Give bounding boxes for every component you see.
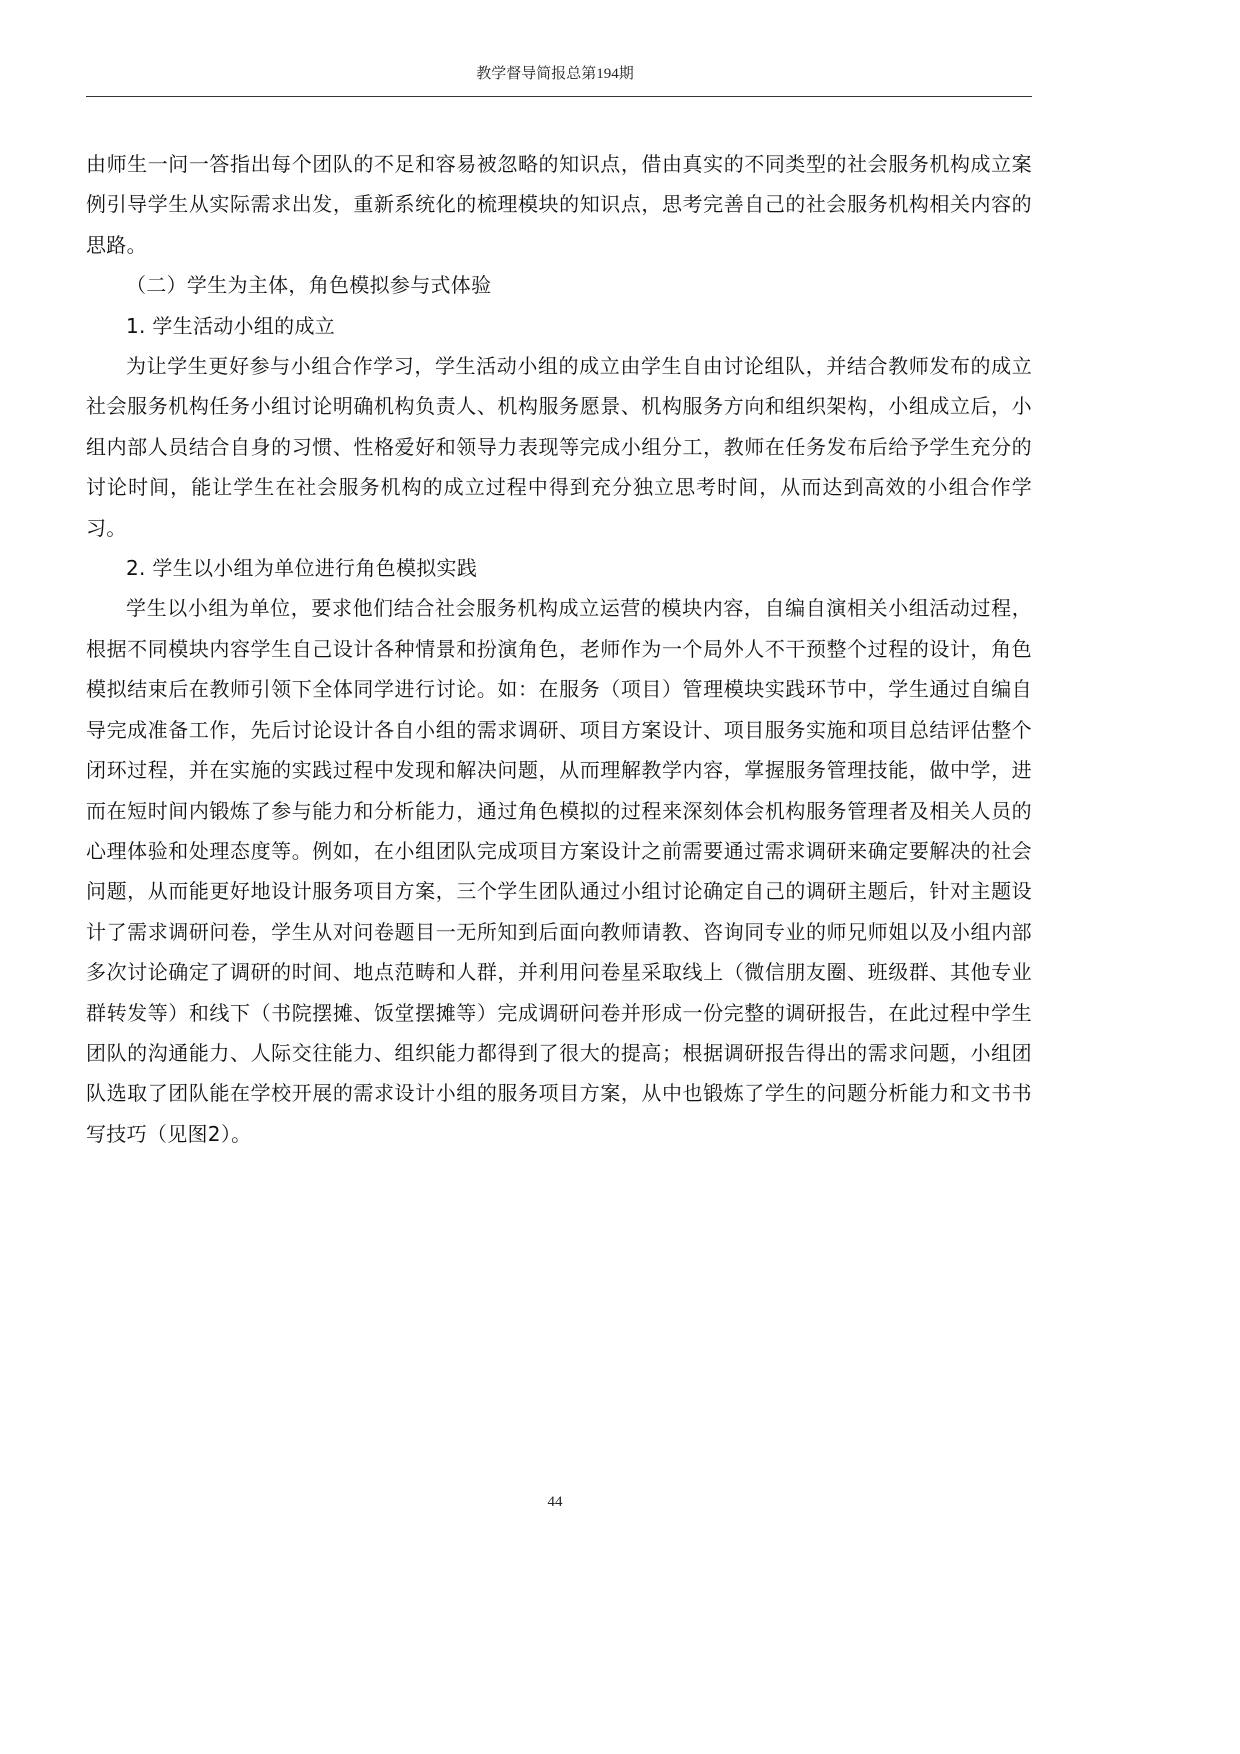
section-heading-2: （二）学生为主体，角色模拟参与式体验 <box>126 273 492 298</box>
article-body <box>86 144 1032 1154</box>
subsection-heading-1: 1. 学生活动小组的成立 <box>126 313 336 338</box>
paragraph-role-simulation: 学生以小组为单位，要求他们结合社会服务机构成立运营的模块内容，自编自演相关小组活动过程，根据不同模块内容学生自己设计各种情景和扮演角色，老师作为一个局外人不干预整个过程的设计，角色模拟结束后在教师引领下全体同学进行讨论。如：在服务（项目）管理模块实践环节中，学生通过自编自导完成准备工作，先后讨论设计各自小组的需求调研、项目方案设计、项目服务实施和项目总结评估整个闭环过程，并在实施的实践过程中发现和解决问题，从而理解教学内容，掌握服务管理技能，做中学，进而在短时间内锻炼了参与能力和分析能力，通过角色模拟的过程来深刻体会机构服务管理者及相关人员的心理体验和处理态度等。例如，在小组团队完成项目方案设计之前需要通过需求调研来确定要解决的社会问题，从而能更好地设计服务项目方案，三个学生团队通过小组讨论确定自己的调研主题后，针对主题设计了需求调研问卷，学生从对问卷题目一无所知到后面向教师请教、咨询同专业的师兄师姐以及小组内部多次讨论确定了调研的时间、地点范畴和人群，并利用问卷星采取线上（微信朋友圈、班级群、其他专业群转发等）和线下（书院摆摊、饭堂摆摊等）完成调研问卷并形成一份完整的调研报告，在此过程中学生团队的沟通能力、人际交往能力、组织能力都得到了很大的提高；根据调研报告得出的需求问题，小组团队选取了团队能在学校开展的需求设计小组的服务项目方案，从中也锻炼了学生的问题分析能力和文书书写技巧（见图2）。 <box>86 596 1032 1146</box>
running-header: 教学督导简报总第194期 <box>476 66 634 82</box>
header-divider <box>86 96 1032 97</box>
paragraph-continued: 由师生一问一答指出每个团队的不足和容易被忽略的知识点，借由真实的不同类型的社会服务机构成立案例引导学生从实际需求出发，重新系统化的梳理模块的知识点，思考完善自己的社会服务机构相关内容的思路。 <box>86 152 1032 257</box>
paragraph-group-formation: 为让学生更好参与小组合作学习，学生活动小组的成立由学生自由讨论组队，并结合教师发布的成立社会服务机构任务小组讨论明确机构负责人、机构服务愿景、机构服务方向和组织架构，小组成立后，小组内部人员结合自身的习惯、性格爱好和领导力表现等完成小组分工，教师在任务发布后给予学生充分的讨论时间，能让学生在社会服务机构的成立过程中得到充分独立思考时间，从而达到高效的小组合作学习。 <box>86 354 1032 540</box>
subsection-heading-2: 2. 学生以小组为单位进行角色模拟实践 <box>126 556 478 581</box>
page-number: 44 <box>547 1494 563 1510</box>
